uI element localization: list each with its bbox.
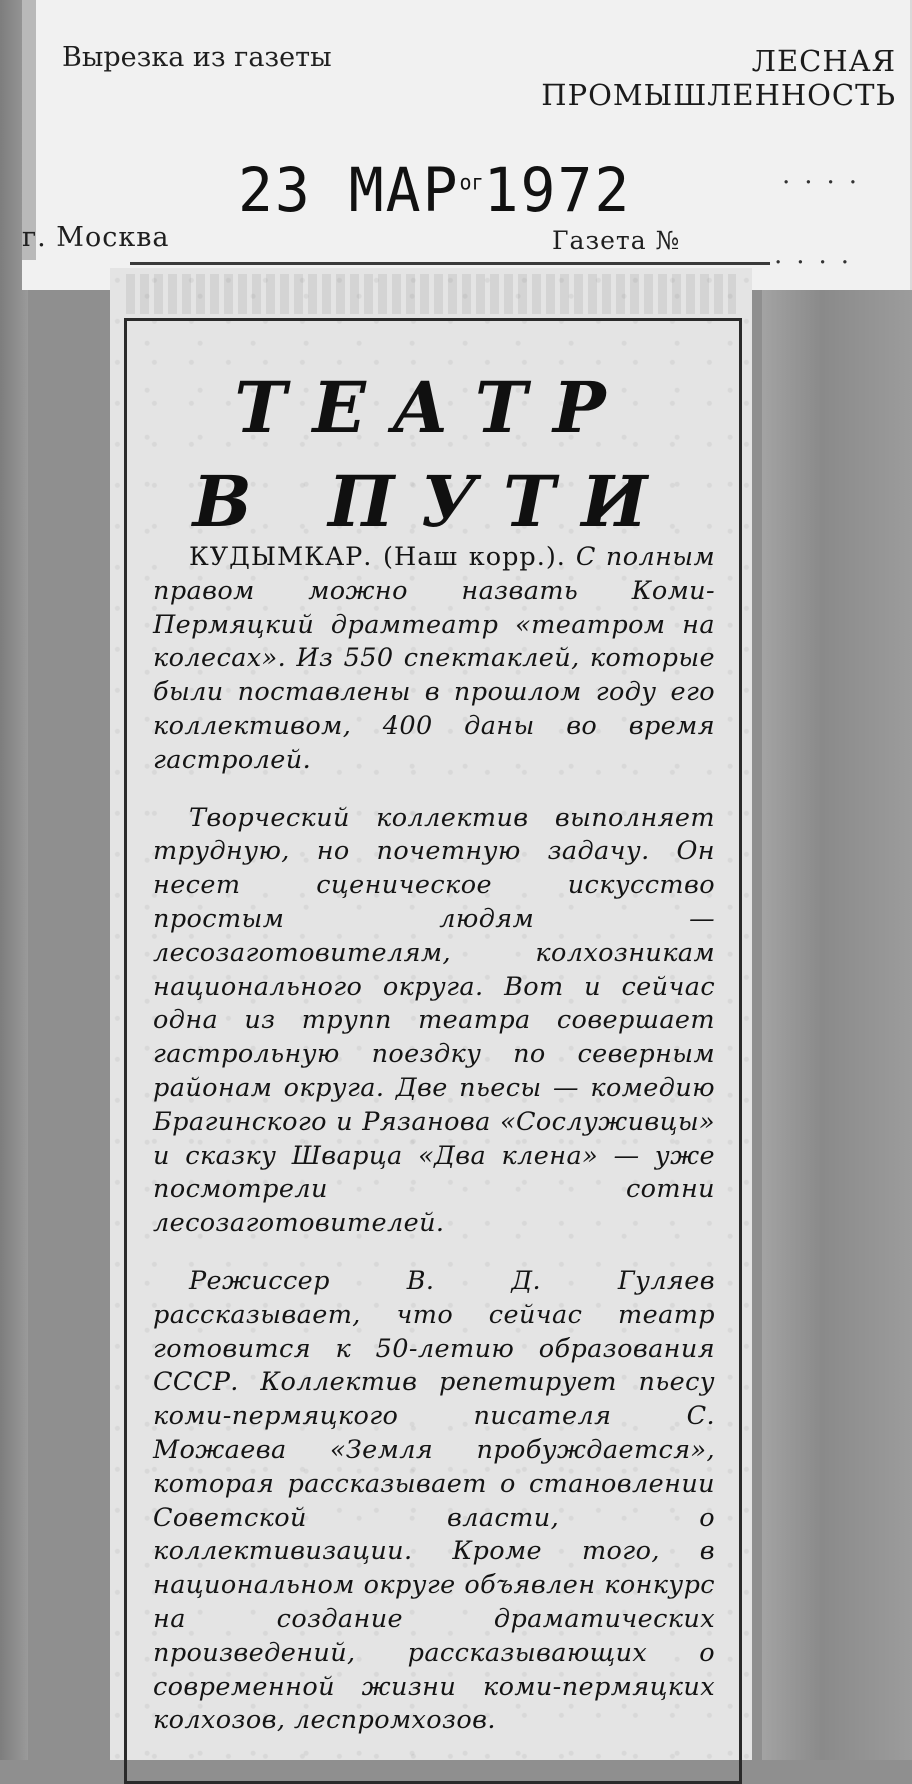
- date-stamp: [238, 154, 631, 225]
- headline-line-2: В ПУТИ: [192, 460, 674, 543]
- issue-number-label: Газета №: [552, 226, 681, 255]
- issue-dotted-line: ....: [774, 240, 864, 270]
- city-label: г. Москва: [22, 222, 170, 253]
- article-dateline: КУДЫМКАР. (Наш корр.).: [189, 542, 566, 572]
- article-paragraph-1-text: С полным правом можно назвать Коми-Пермяцкий драмтеатр «театром на колесах». Из 550 спектаклей, которые были поставлены в прошлом году его коллективом, 400 даны во время гастролей.: [153, 542, 715, 775]
- newspaper-name: [476, 44, 896, 112]
- date-month: МАР: [348, 154, 460, 226]
- date-year: 1972: [483, 154, 632, 226]
- bleed-through-text: [126, 274, 736, 314]
- newspaper-clipping: [110, 268, 752, 1760]
- source-label: Вырезка из газеты: [62, 42, 332, 73]
- card-bottom-rule: [130, 262, 770, 265]
- article-frame: [124, 318, 742, 1784]
- article-paragraph-2: Творческий коллектив выполняет трудную, но почетную задачу. Он несет сценическое искусство простым людям — лесозаготовителям, колхозникам национального округа. Вот и сейчас одна из трупп театра совершает гастрольную поездку по северным районам округа. Две пьесы — комедию Брагинского и Рязанова «Сослуживцы» и сказку Шварца «Два клена» — уже посмотрели сотни лесозаготовителей.: [153, 802, 715, 1239]
- clipping-source-card: [22, 0, 912, 290]
- newspaper-name-line2: ПРОМЫШЛЕННОСТЬ: [541, 78, 896, 112]
- headline-line-1: ТЕАТР: [234, 366, 632, 449]
- article-paragraph-1: [153, 541, 715, 778]
- article-paragraph-3: Режиссер В. Д. Гуляев рассказывает, что сейчас театр готовится к 50-летию образования СССР. Коллектив репетирует пьесу коми-пермяцкого писателя С. Можаева «Земля пробуждается», которая рассказывает о становлении Советской власти, о коллективизации. Кроме того, в национальном округе объявлен конкурс на создание драматических произведений, рассказывающих о современной жизни коми-пермяцких колхозов, леспромхозов.: [153, 1265, 715, 1736]
- date-dotted-line: ....: [782, 160, 872, 190]
- article-body: [153, 541, 715, 1762]
- date-month-suffix: ог: [459, 169, 484, 195]
- date-day: 23: [238, 154, 312, 226]
- card-edge-shadow: [22, 0, 36, 260]
- newspaper-name-line1: ЛЕСНАЯ: [751, 44, 896, 78]
- article-headline: [127, 361, 739, 549]
